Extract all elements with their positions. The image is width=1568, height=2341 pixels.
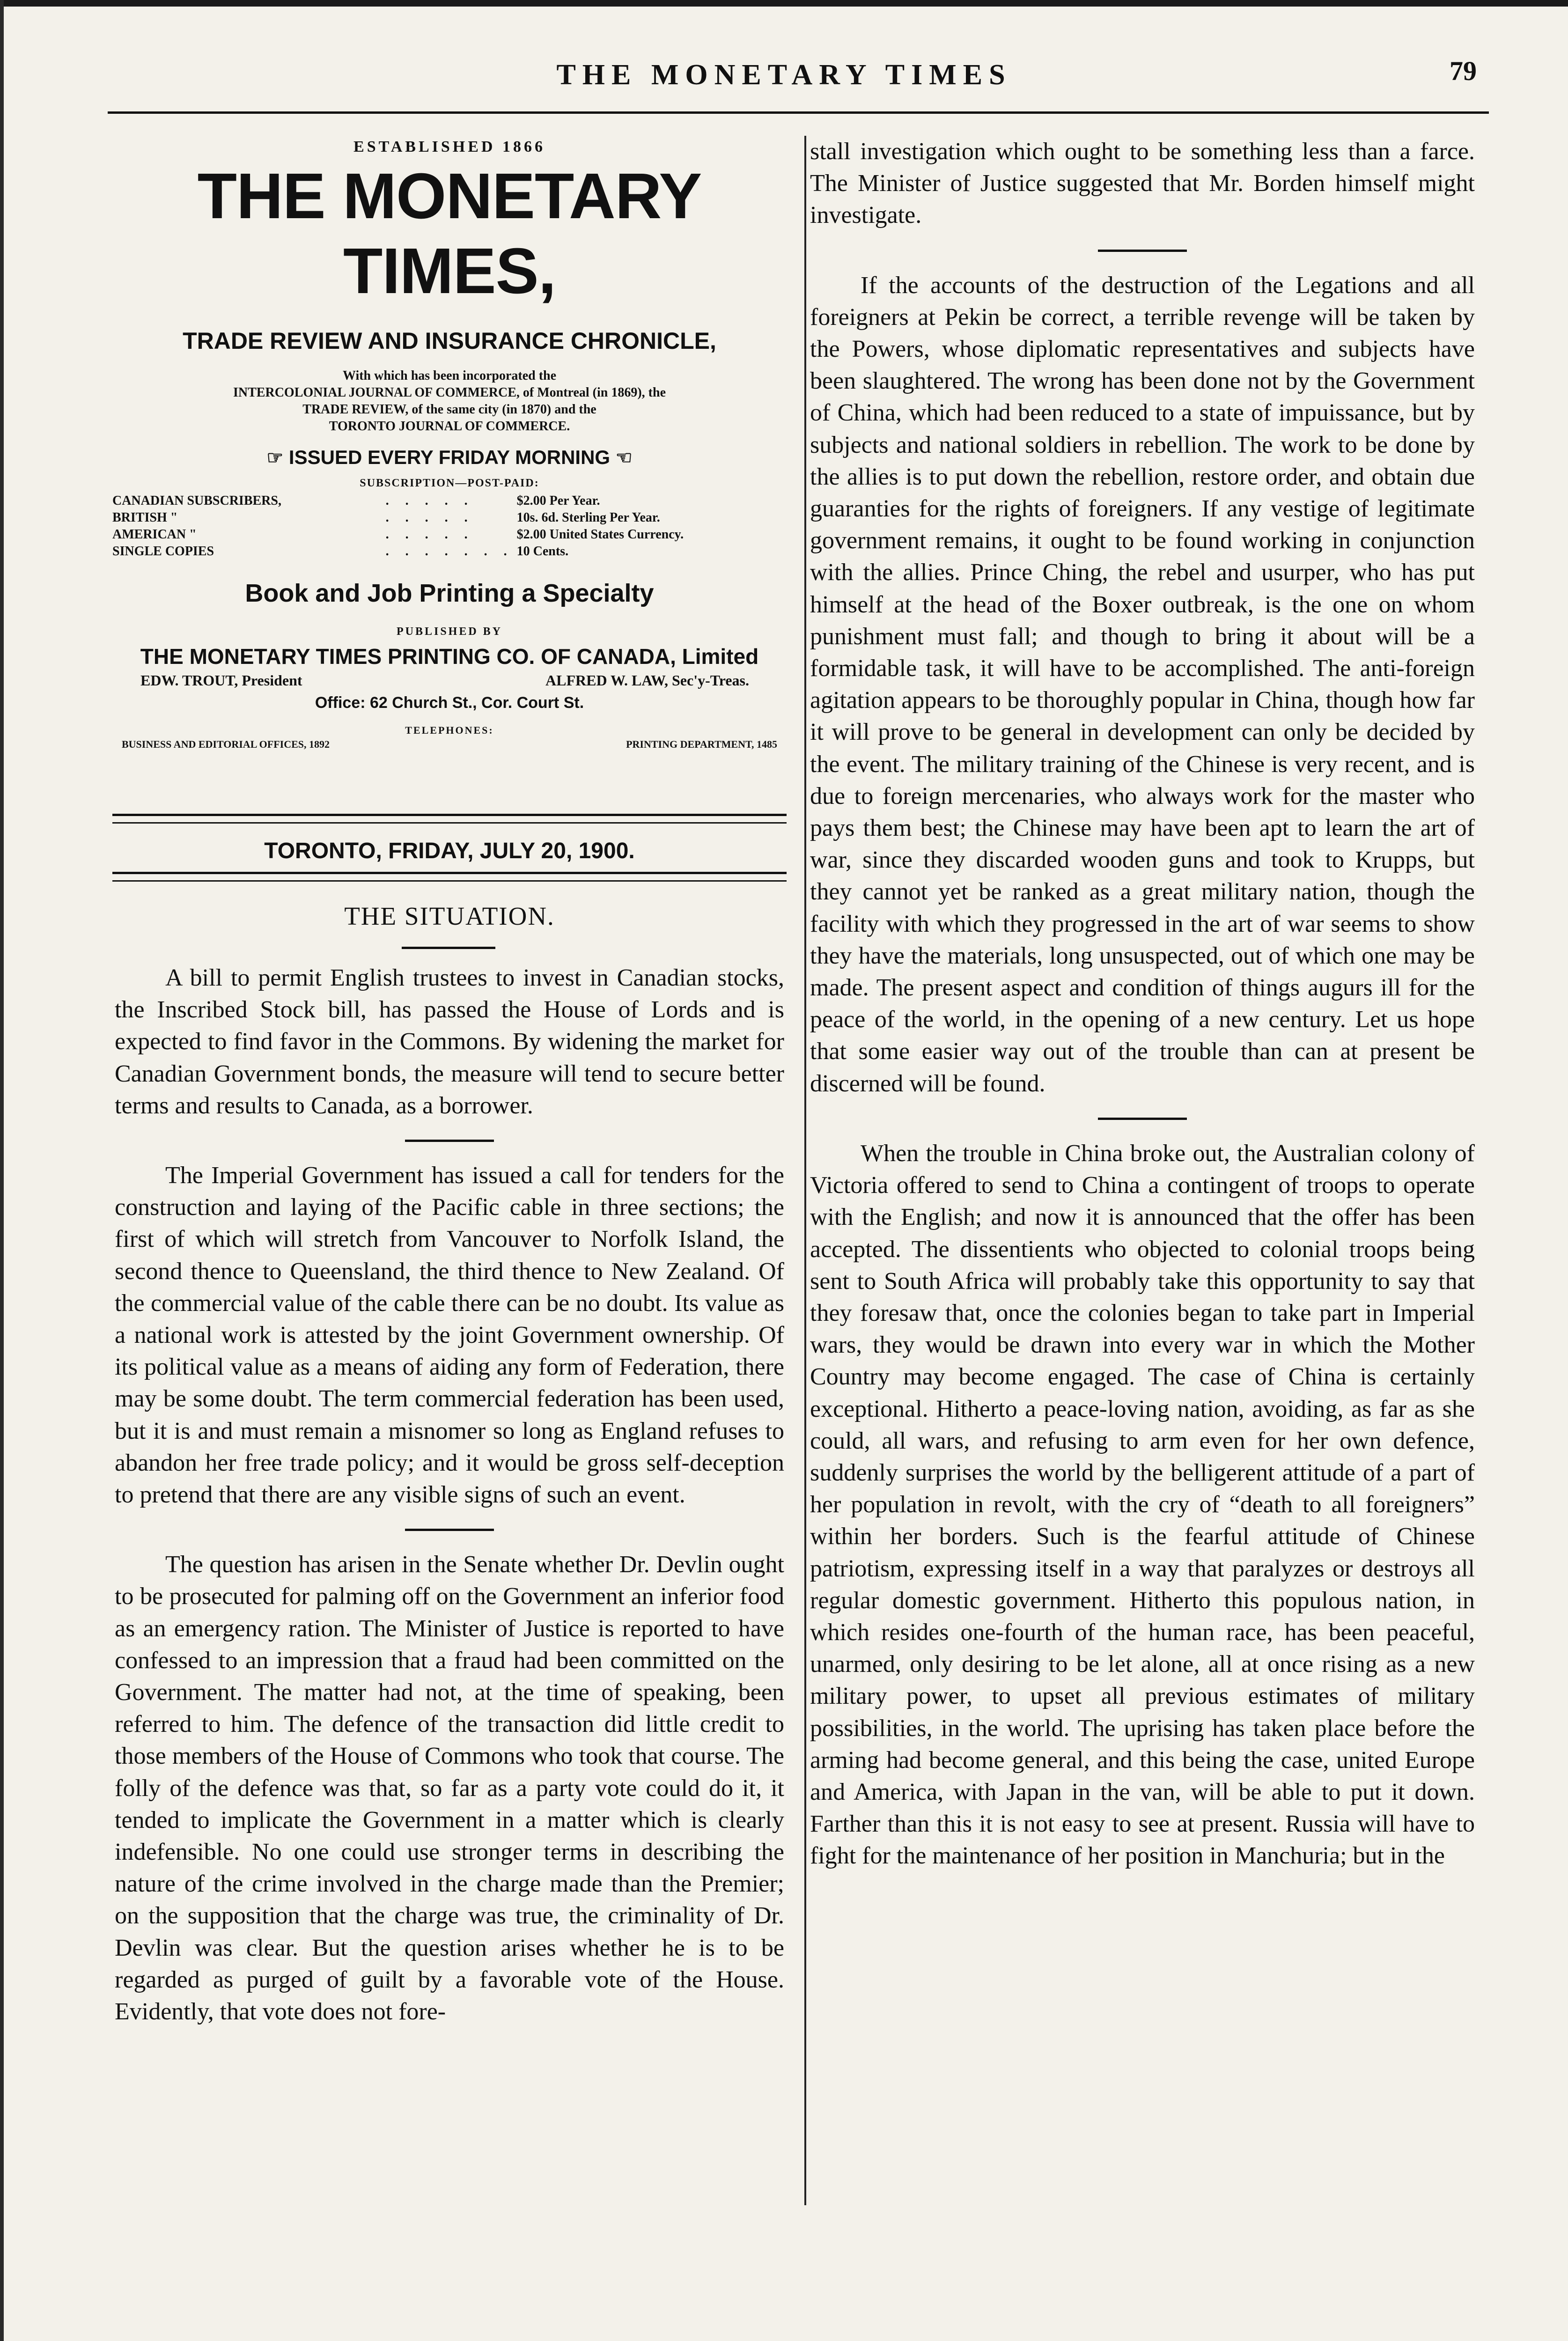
president: EDW. TROUT, President [140, 672, 302, 689]
telephones-line [112, 736, 787, 751]
book-job-printing: Book and Job Printing a Specialty [245, 579, 654, 607]
published-by-label: PUBLISHED BY [396, 626, 503, 638]
header-rule [108, 111, 1489, 114]
hand-ornament-left-icon: ☞ [266, 448, 284, 468]
subscription-label-cell: BRITISH " [112, 510, 178, 525]
separator-rule [405, 1140, 494, 1142]
page-left-edge [0, 0, 4, 2341]
double-rule [112, 814, 787, 824]
incorporated-note [112, 368, 787, 435]
subscription-price: 10s. 6d. Sterling Per Year. [516, 510, 660, 525]
incorporated-line: TRADE REVIEW, of the same city (in 1870) and the [302, 402, 596, 417]
subscription-label-cell: SINGLE COPIES [112, 544, 214, 559]
page-top-edge [0, 0, 1568, 7]
separator-rule [1098, 1118, 1187, 1120]
business-phone: BUSINESS AND EDITORIAL OFFICES, 1892 [122, 738, 330, 750]
hand-ornament-right-icon: ☜ [615, 448, 633, 468]
printing-phone: PRINTING DEPARTMENT, 1485 [626, 738, 777, 750]
leader-dots: . . . . . . . [385, 544, 514, 559]
column-divider [804, 136, 806, 2205]
masthead-title: THE MONETARY TIMES, [197, 160, 702, 307]
leader-dots: . . . . . [385, 527, 474, 542]
leader-dots: . . . . . [385, 493, 474, 508]
subscription-row [112, 509, 787, 526]
established-line: ESTABLISHED 1866 [353, 138, 545, 155]
office-address: Office: 62 Church St., Cor. Court St. [315, 694, 584, 712]
subscription-table [112, 493, 787, 560]
issued-line [112, 446, 787, 469]
article-paragraph: When the trouble in China broke out, the Australian colony of Victoria offered to send to China a contingent of troops to operate with the English; and now it is announced that the offer has been accepted. The dissentients who objected to colonial troops being sent to South Africa will probably take this opportunity to say that they foresaw that, once the colonies began to take part in Imperial wars, they would be drawn into every war in which the Mother Country may become engaged. The case of China is certainly exceptional. Hitherto a peace-loving nation, avoiding, as far as she could, all wars, and refusing to arm even for her own defence, suddenly surprises the world by the belligerent attitude of a part of her population in revolt, with the cry of “death to all foreigners” within her borders. Such is the fearful attitude of Chinese patriotism, expressing itself in a way that paralyzes or destroys all regular domestic government. Hitherto this populous nation, in which resides one-fourth of the human race, has been peaceful, unarmed, only desiring to be let alone, all at once rising as a new military power, to upset all previous estimates of military possibilities, in the world. The uprising has taken place before the arming had become general, and this being the case, united Europe and America, with Japan in the van, will be able to put it down. Farther than this it is not easy to see at present. Russia will have to fight for the maintenance of her position in Manchuria; but in the [810, 1140, 1475, 1870]
subscription-label-cell: CANADIAN SUBSCRIBERS, [112, 493, 281, 508]
page-number: 79 [1450, 56, 1477, 86]
incorporated-line: TORONTO JOURNAL OF COMMERCE. [329, 419, 570, 434]
officers-line [112, 669, 787, 689]
article-paragraph: A bill to permit English trustees to invest in Canadian stocks, the Inscribed Stock bill, has passed the House of Lords and is expected to find favor in the Commons. By widening the market for Canadian Government bonds, the measure will tend to secure better terms and results to Canada, as a borrower. [115, 964, 784, 1119]
masthead [112, 138, 787, 751]
telephones-label: TELEPHONES: [405, 724, 494, 736]
right-column [810, 136, 1475, 1872]
leader-dots: . . . . . [385, 510, 474, 525]
subscription-row [112, 493, 787, 509]
running-title: THE MONETARY TIMES [556, 59, 1012, 91]
subscription-price: $2.00 United States Currency. [516, 527, 684, 542]
subscription-row [112, 526, 787, 543]
article-paragraph: stall investigation which ought to be something less than a farce. The Minister of Justice suggested that Mr. Borden himself might investigate. [810, 138, 1475, 229]
article-paragraph: The Imperial Government has issued a call for tenders for the construction and laying of the Pacific cable in three sections; the first of which will stretch from Vancouver to Norfolk Island, the second thence to Queensland, the third thence to New Zealand. Of the commercial value of the cable there can be no doubt. Its value as a national work is attested by the joint Government ownership. Of its political value as a means of aiding any form of Federation, there may be some doubt. The term commercial federation has been used, but it is and must remain a misnomer so long as England refuses to abandon her free trade policy; and it would be gross self-deception to pretend that there are any visible signs of such an event. [115, 1162, 784, 1509]
article-paragraph: The question has arisen in the Senate whether Dr. Devlin ought to be prosecuted for palming off on the Government an inferior food as an emergency ration. The Minister of Justice is reported to have confessed to an impression that a fraud had been committed on the Government. The matter had not, at the time of speaking, been referred to him. The defence of the transaction did little credit to those members of the House of Commons who took that course. The folly of the defence was that, so far as a party vote could do it, it tended to implicate the Government in a matter which is clearly indefensible. No one could use stronger terms in describing the nature of the crime involved in the charge made than the Premier; on the supposition that the charge was true, the criminality of Dr. Devlin was clear. But the question arises whether he is to be regarded as purged of guilt by a favorable vote of the House. Evidently, that vote does not fore- [115, 1551, 784, 2025]
subscription-price: 10 Cents. [516, 544, 569, 559]
subscription-row [112, 543, 787, 560]
separator-rule [405, 1529, 494, 1531]
section-heading: THE SITUATION. [344, 902, 555, 930]
dateline: TORONTO, FRIDAY, JULY 20, 1900. [264, 839, 635, 863]
subscription-label: SUBSCRIPTION—POST-PAID: [360, 477, 539, 489]
double-rule [112, 872, 787, 882]
publisher-company: THE MONETARY TIMES PRINTING CO. OF CANADA, Limited [140, 644, 759, 669]
subscription-label-cell: AMERICAN " [112, 527, 197, 542]
left-column [115, 962, 784, 2028]
masthead-subtitle: TRADE REVIEW AND INSURANCE CHRONICLE, [183, 328, 716, 354]
subscription-price: $2.00 Per Year. [516, 493, 600, 508]
issued-text: ISSUED EVERY FRIDAY MORNING [288, 446, 611, 468]
separator-rule [1098, 250, 1187, 252]
incorporated-line: With which has been incorporated the [342, 368, 557, 383]
heading-rule [402, 947, 495, 949]
secretary-treasurer: ALFRED W. LAW, Sec'y-Treas. [545, 672, 749, 689]
incorporated-line: INTERCOLONIAL JOURNAL OF COMMERCE, of Montreal (in 1869), the [233, 385, 666, 400]
article-paragraph: If the accounts of the destruction of the Legations and all foreigners at Pekin be correct, a terrible revenge will be taken by the Powers, whose diplomatic representatives and subjects have been slaughtered. The wrong has been done not by the Government of China, which had been reduced to a state of impuissance, but by subjects and national soldiers in rebellion. The work to be done by the allies is to put down the rebellion, restore order, and obtain due guaranties for the rights of foreigners. If any vestige of legitimate government remains, it ought to be found working in conjunction with the allies. Prince Ching, the rebel and usurper, who has put himself at the head of the Boxer outbreak, is the one on whom punishment must fall; and though to bring it about will be a formidable task, it will have to be accomplished. The anti-foreign agitation appears to be thoroughly popular in China, though how far it will prove to be general in development can only be decided by the event. The military training of the Chinese is very recent, and is due to foreign mercenaries, who always work for the master who pays them best; the Chinese may have been apt to learn the art of war, since they discarded wooden guns and took to Krupps, but they cannot yet be ranked as a great military nation, though the facility with which they progressed in the art of war seems to show they have the materials, long unsuspected, out of which one may be made. The present aspect and condition of things augurs ill for the peace of the world, in the opening of a new century. Let us hope that some easier way out of the trouble than can at present be discerned will be found. [810, 272, 1475, 1097]
